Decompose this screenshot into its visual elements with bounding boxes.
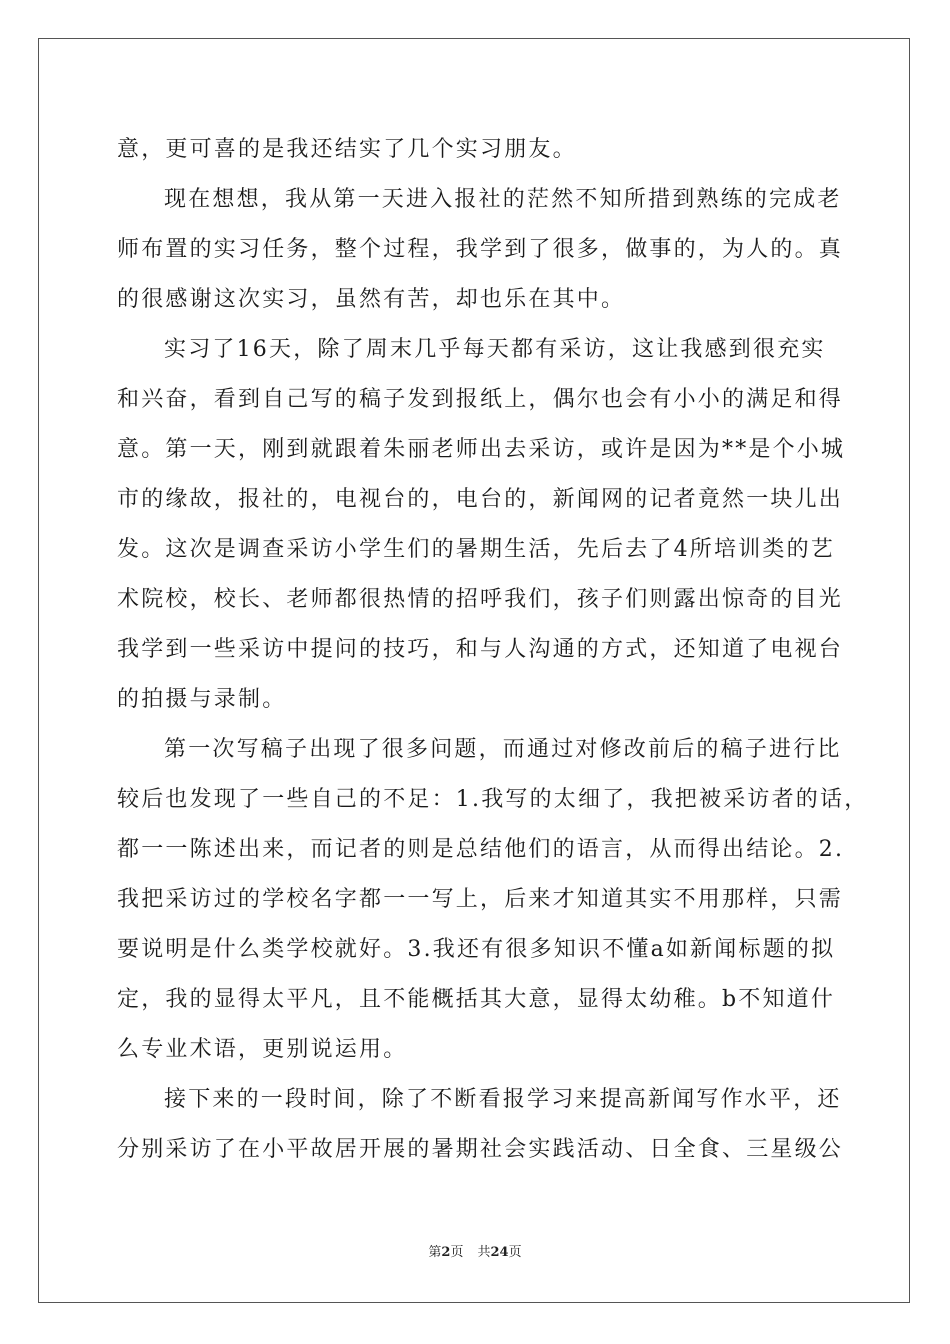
text-line: 接下来的一段时间，除了不断看报学习来提高新闻写作水平，还 — [164, 1087, 842, 1112]
text-line: 分别采访了在小平故居开展的暑期社会实践活动、日全食、三星级公 — [117, 1137, 844, 1162]
page-number-suffix: 页 — [450, 1245, 464, 1260]
text-line: 么专业术语，更别说运用。 — [117, 1037, 408, 1062]
text-line: 师布置的实习任务，整个过程，我学到了很多，做事的，为人的。真 — [117, 237, 844, 262]
text-line: 的很感谢这次实习，虽然有苦，却也乐在其中。 — [117, 287, 626, 312]
text-line: 意。第一天，刚到就跟着朱丽老师出去采访，或许是因为**是个小城 — [117, 437, 846, 462]
text-line: 定，我的显得太平凡，且不能概括其大意，显得太幼稚。b不知道什 — [117, 987, 836, 1012]
page-total: 24 — [490, 1245, 509, 1260]
page-total-prefix: 共 — [477, 1245, 491, 1260]
text-line: 和兴奋，看到自己写的稿子发到报纸上，偶尔也会有小小的满足和得 — [117, 387, 844, 412]
text-line: 市的缘故，报社的，电视台的，电台的，新闻网的记者竟然一块儿出 — [117, 487, 844, 512]
page-number-prefix: 第 — [428, 1245, 442, 1260]
page-total-suffix: 页 — [508, 1245, 522, 1260]
text-line: 发。这次是调查采访小学生们的暑期生活，先后去了4所培训类的艺 — [117, 537, 835, 562]
text-line: 实习了16天，除了周末几乎每天都有采访，这让我感到很充实 — [164, 337, 826, 362]
text-line: 较后也发现了一些自己的不足：1.我写的太细了，我把被采访者的话， — [117, 787, 869, 812]
text-line: 的拍摄与录制。 — [117, 687, 287, 712]
page-number: 2 — [441, 1245, 451, 1260]
text-line: 第一次写稿子出现了很多问题，而通过对修改前后的稿子进行比 — [164, 737, 842, 762]
text-line: 意，更可喜的是我还结实了几个实习朋友。 — [117, 137, 577, 162]
text-line: 都一一陈述出来，而记者的则是总结他们的语言，从而得出结论。2. — [117, 837, 845, 862]
text-line: 我把采访过的学校名字都一一写上，后来才知道其实不用那样，只需 — [117, 887, 844, 912]
text-line: 现在想想，我从第一天进入报社的茫然不知所措到熟练的完成老 — [164, 187, 842, 212]
page-footer — [0, 1244, 950, 1262]
text-line: 要说明是什么类学校就好。3.我还有很多知识不懂a如新闻标题的拟 — [117, 937, 836, 962]
text-line: 我学到一些采访中提问的技巧，和与人沟通的方式，还知道了电视台 — [117, 637, 844, 662]
text-line: 术院校，校长、老师都很热情的招呼我们，孩子们则露出惊奇的目光 — [117, 587, 844, 612]
